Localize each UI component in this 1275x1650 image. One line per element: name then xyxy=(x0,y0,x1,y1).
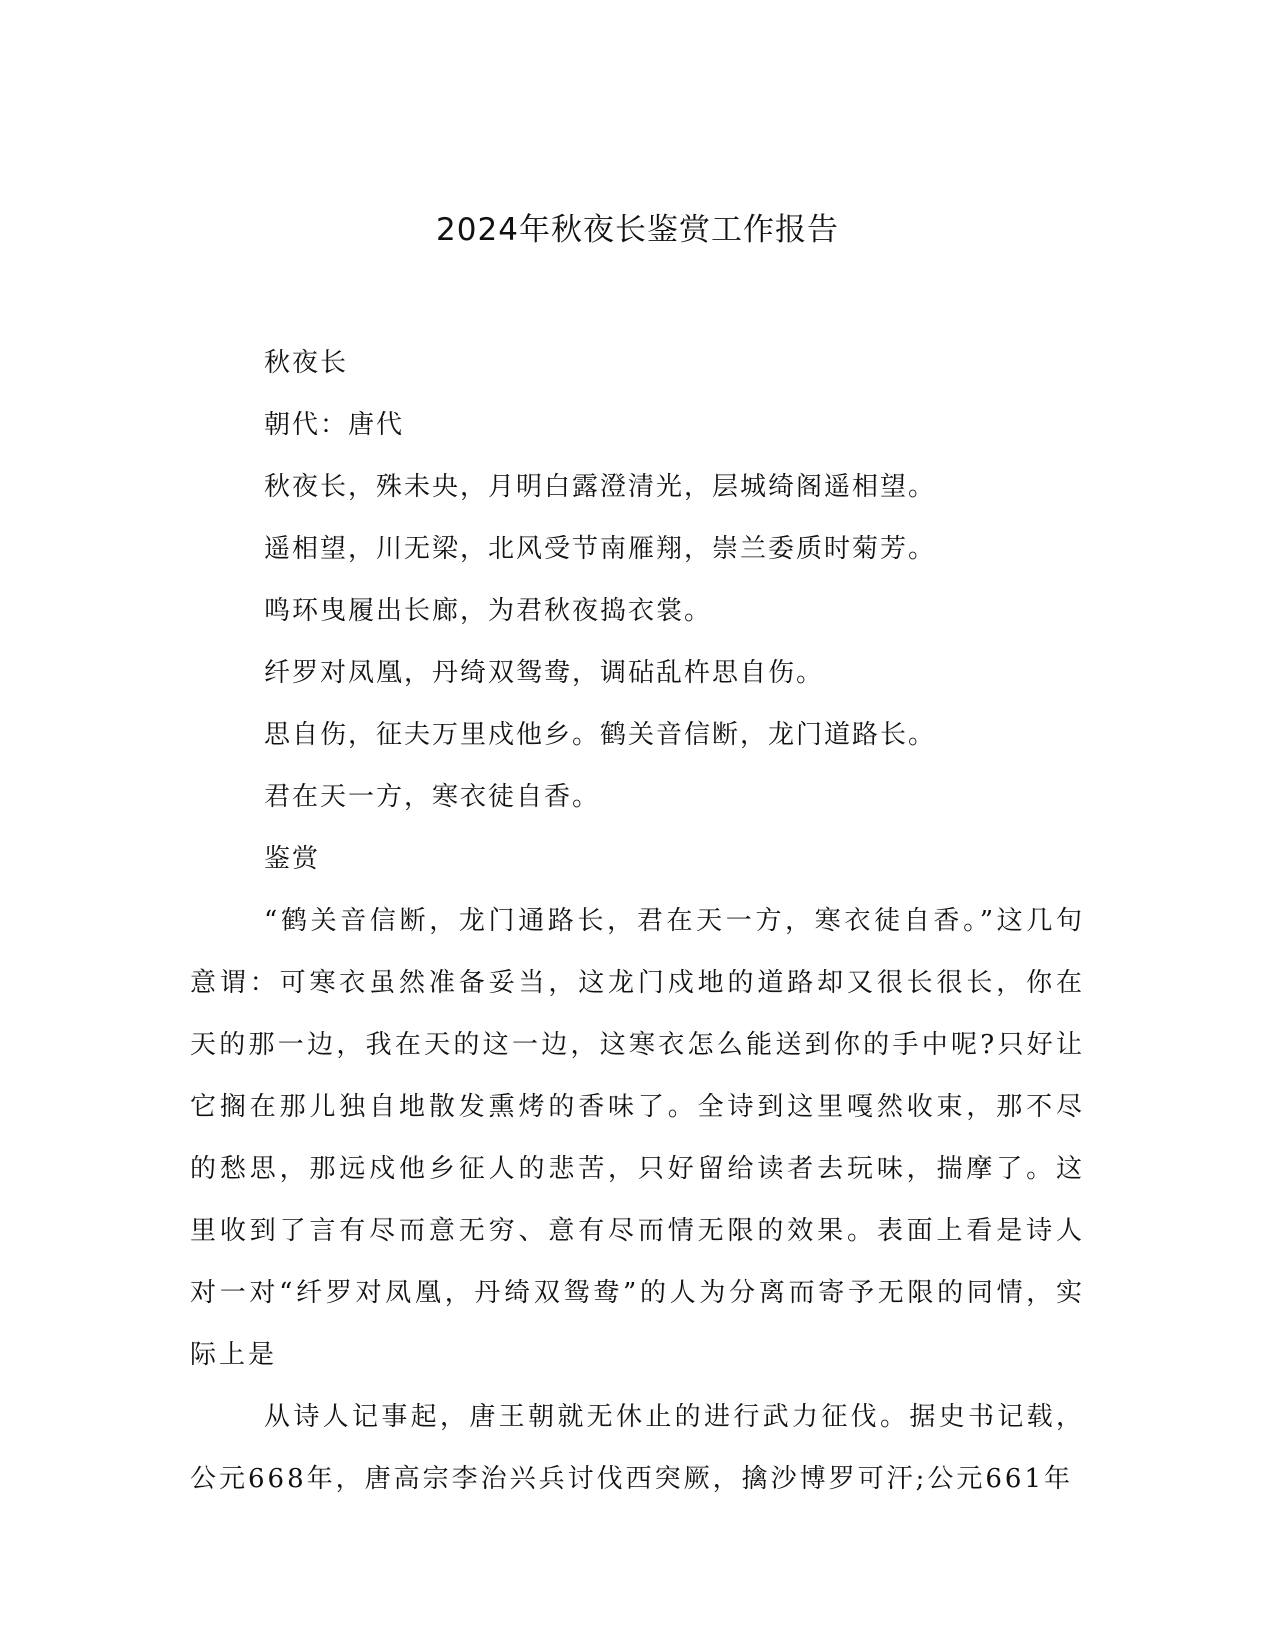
poem-name: 秋夜长 xyxy=(264,348,349,378)
poem-dynasty: 朝代：唐代 xyxy=(264,410,405,440)
appreciation-heading: 鉴赏 xyxy=(264,844,321,874)
history-paragraph: 从诗人记事起，唐王朝就无休止的进行武力征伐。据史书记载，公元668年，唐高宗李治兴兵讨伐西突厥，擒沙博罗可汗;公元661年 xyxy=(190,1402,1085,1494)
document-title: 2024年秋夜长鉴赏工作报告 xyxy=(436,212,839,248)
document-body xyxy=(190,332,1085,1510)
poem-line: 秋夜长，殊未央，月明白露澄清光，层城绮阁遥相望。 xyxy=(264,472,937,502)
poem-line: 思自伤，征夫万里戍他乡。鹤关音信断，龙门道路长。 xyxy=(264,720,937,750)
appreciation-paragraph: “鹤关音信断，龙门通路长，君在天一方，寒衣徒自香。”这几句意谓：可寒衣虽然准备妥当，这龙门戍地的道路却又很长很长，你在天的那一边，我在天的这一边，这寒衣怎么能送到你的手中呢?只好让它搁在那儿独自地散发熏烤的香味了。全诗到这里嘎然收束，那不尽的愁思，那远戍他乡征人的悲苦，只好留给读者去玩味，揣摩了。这里收到了言有尽而意无穷、意有尽而情无限的效果。表面上看是诗人对一对“纤罗对凤凰，丹绮双鸳鸯”的人为分离而寄予无限的同情，实际上是 xyxy=(190,906,1085,1370)
poem-line: 遥相望，川无梁，北风受节南雁翔，崇兰委质时菊芳。 xyxy=(264,534,937,564)
poem-line: 君在天一方，寒衣徒自香。 xyxy=(264,782,601,812)
poem-line: 纤罗对凤凰，丹绮双鸳鸯，调砧乱杵思自伤。 xyxy=(264,658,825,688)
poem-line: 鸣环曳履出长廊，为君秋夜捣衣裳。 xyxy=(264,596,713,626)
